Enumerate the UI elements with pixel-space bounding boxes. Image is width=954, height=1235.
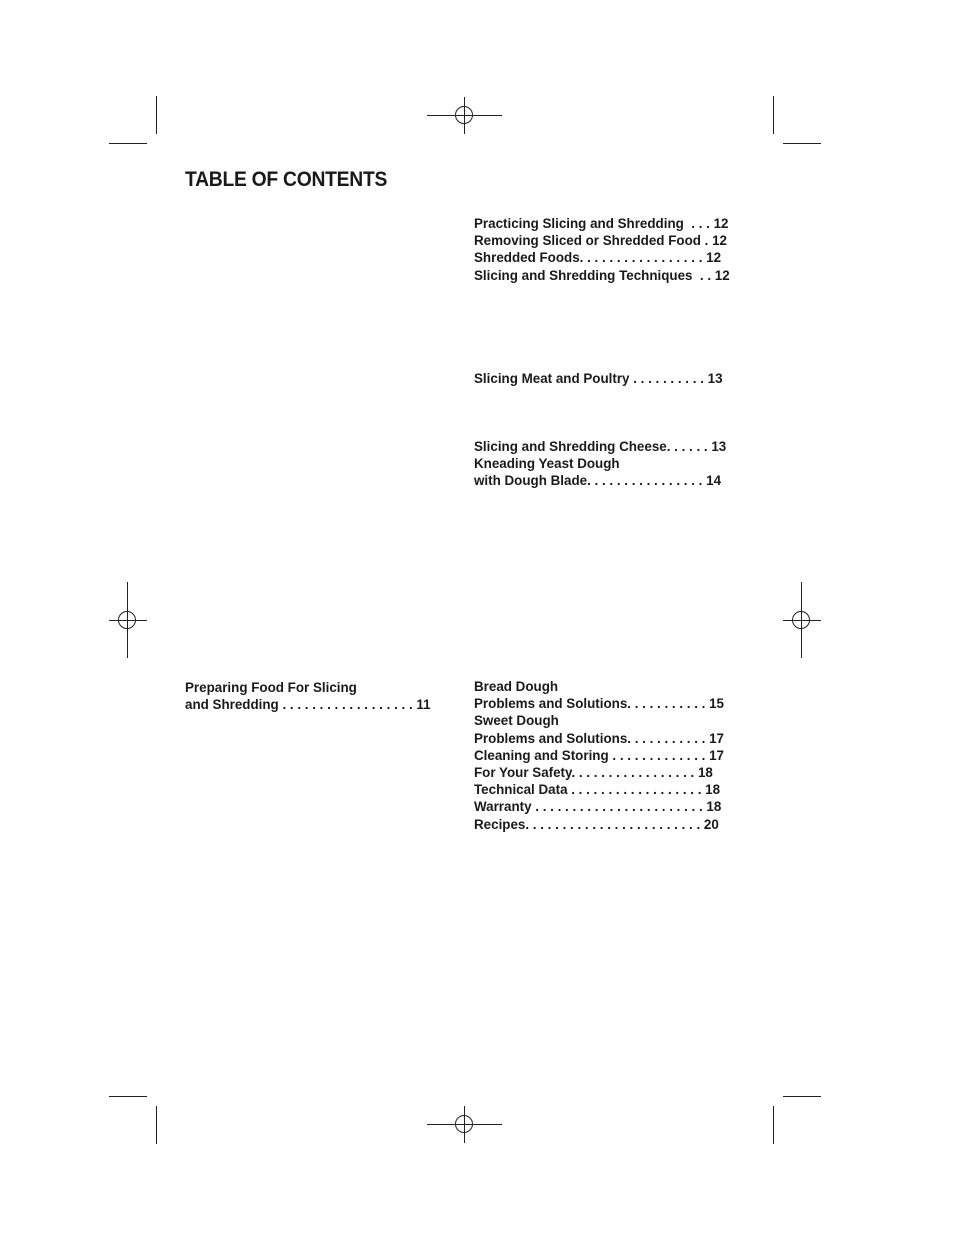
toc-entry: Cleaning and Storing . . . . . . . . . . . . . 17 xyxy=(474,747,724,763)
toc-entry: Problems and Solutions. . . . . . . . . . . 15 xyxy=(474,696,725,712)
crop-mark-top-right-h xyxy=(783,143,821,144)
crop-mark-bottom-left-v xyxy=(156,1106,157,1144)
toc-group-right-4 xyxy=(474,678,724,833)
toc-group-left-1 xyxy=(185,679,431,713)
registration-left-circle xyxy=(118,611,136,629)
toc-entry: Slicing and Shredding Techniques . . 12 xyxy=(474,267,730,283)
toc-entry: Kneading Yeast Dough xyxy=(474,456,620,472)
toc-entry: Bread Dough xyxy=(474,679,559,694)
crop-mark-top-left-h xyxy=(109,143,147,144)
toc-group-right-2 xyxy=(474,370,723,387)
toc-entry: Problems and Solutions. . . . . . . . . . . 17 xyxy=(474,730,725,746)
crop-mark-top-right-v xyxy=(773,96,774,134)
toc-entry: Sweet Dough xyxy=(474,713,559,729)
toc-entry: with Dough Blade. . . . . . . . . . . . . . . . 14 xyxy=(474,473,722,489)
toc-entry: Preparing Food For Slicing xyxy=(185,680,357,695)
crop-mark-bottom-left-h xyxy=(109,1096,147,1097)
toc-entry: Technical Data . . . . . . . . . . . . . . . . . . 18 xyxy=(474,782,721,798)
toc-entry: Recipes. . . . . . . . . . . . . . . . . . . . . . . . 20 xyxy=(474,816,719,832)
toc-group-right-3 xyxy=(474,438,726,490)
toc-entry: Slicing and Shredding Cheese. . . . . . 13 xyxy=(474,439,727,454)
crop-mark-bottom-right-v xyxy=(773,1106,774,1144)
toc-entry: Shredded Foods. . . . . . . . . . . . . . . . . 12 xyxy=(474,250,722,266)
toc-entry: Warranty . . . . . . . . . . . . . . . . . . . . . . . 18 xyxy=(474,799,722,815)
toc-entry: Practicing Slicing and Shredding . . . 12 xyxy=(474,216,729,231)
registration-top-circle xyxy=(455,106,473,124)
registration-right-circle xyxy=(792,611,810,629)
toc-entry: and Shredding . . . . . . . . . . . . . . . . . . 11 xyxy=(185,697,431,713)
registration-bottom-circle xyxy=(455,1115,473,1133)
toc-group-right-1 xyxy=(474,215,730,284)
crop-mark-bottom-right-h xyxy=(783,1096,821,1097)
toc-entry: Slicing Meat and Poultry . . . . . . . . . . 13 xyxy=(474,371,723,386)
page-title: TABLE OF CONTENTS xyxy=(185,168,388,191)
crop-mark-top-left-v xyxy=(156,96,157,134)
toc-entry: Removing Sliced or Shredded Food . 12 xyxy=(474,233,727,249)
toc-entry: For Your Safety. . . . . . . . . . . . . . . . . 18 xyxy=(474,765,713,781)
